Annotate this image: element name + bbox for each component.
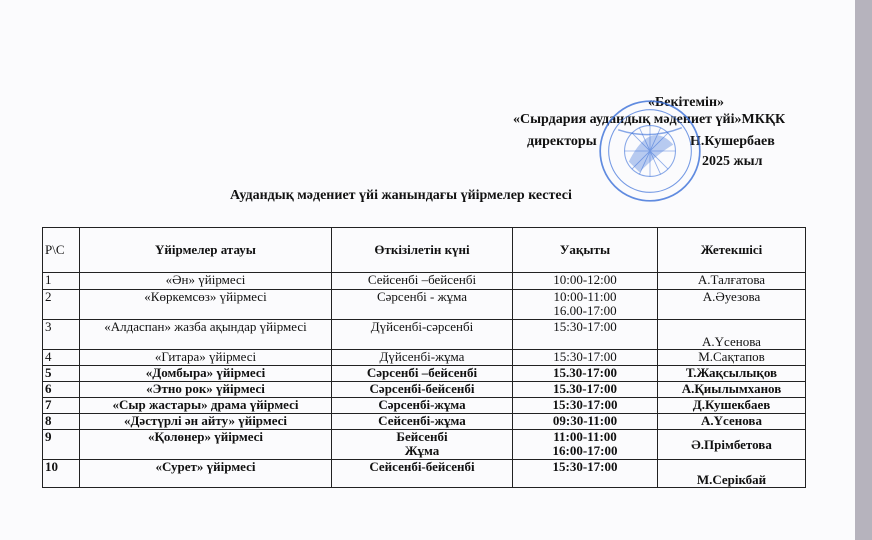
row-number: 9 (43, 430, 80, 460)
row-number: 10 (43, 460, 80, 488)
club-leader: Т.Жақсылықов (658, 366, 806, 382)
club-time: 15:30-17:00 (513, 398, 658, 414)
row-number: 7 (43, 398, 80, 414)
club-leader: А.Әуезова (658, 290, 806, 320)
club-name: «Сурет» үйірмесі (80, 460, 332, 488)
club-time (513, 430, 658, 460)
club-day: Сейсенбі-бейсенбі (332, 460, 513, 488)
club-day: Сәрсенбі-жұма (332, 398, 513, 414)
row-number: 3 (43, 320, 80, 350)
club-name: «Домбыра» үйірмесі (80, 366, 332, 382)
club-day (332, 430, 513, 460)
header-day: Өткізілетін күні (332, 228, 513, 273)
header-number: Р\С (43, 228, 80, 273)
club-time: 15:30-17:00 (513, 350, 658, 366)
club-time: 10:00-12:00 (513, 273, 658, 290)
club-time-line: 11:00-11:00 (553, 429, 617, 444)
approval-organization: «Сырдария аудандық мәдениет үйі»МКҚК (513, 112, 786, 127)
club-name: «Ән» үйірмесі (80, 273, 332, 290)
club-day: Сейсенбі –бейсенбі (332, 273, 513, 290)
club-day-line: Жұма (404, 443, 440, 458)
club-day: Дүйсенбі-жұма (332, 350, 513, 366)
club-time: 15.30-17:00 (513, 366, 658, 382)
club-day: Сәрсенбі - жұма (332, 290, 513, 320)
row-number: 1 (43, 273, 80, 290)
club-name: «Көркемсөз» үйірмесі (80, 290, 332, 320)
club-time: 09:30-11:00 (513, 414, 658, 430)
club-leader: А.Қиылымханов (658, 382, 806, 398)
row-number: 2 (43, 290, 80, 320)
table-row (43, 382, 806, 398)
header-leader: Жетекшісі (658, 228, 806, 273)
table-row (43, 366, 806, 382)
table-row (43, 320, 806, 350)
header-time: Уақыты (513, 228, 658, 273)
table-row (43, 273, 806, 290)
table-row (43, 398, 806, 414)
row-number: 4 (43, 350, 80, 366)
approval-position: директоры (527, 134, 597, 149)
approval-year: 2025 жыл (702, 154, 763, 169)
schedule-table (42, 227, 806, 488)
table-row (43, 430, 806, 460)
club-leader: М.Сақтапов (658, 350, 806, 366)
club-leader: Д.Кушекбаев (658, 398, 806, 414)
club-name: «Сыр жастары» драма үйірмесі (80, 398, 332, 414)
row-number: 5 (43, 366, 80, 382)
club-name: «Алдаспан» жазба ақындар үйірмесі (80, 320, 332, 350)
table-row (43, 460, 806, 488)
table-row (43, 350, 806, 366)
club-time: 15.30-17:00 (513, 382, 658, 398)
table-row (43, 290, 806, 320)
club-time: 15:30-17:00 (513, 460, 658, 488)
club-name: «Қолөнер» үйірмесі (80, 430, 332, 460)
club-day: Сәрсенбі –бейсенбі (332, 366, 513, 382)
table-row (43, 414, 806, 430)
club-name: «Дәстүрлі ән айту» үйірмесі (80, 414, 332, 430)
club-name: «Этно рок» үйірмесі (80, 382, 332, 398)
approval-heading: «Бекітемін» (648, 95, 725, 110)
row-number: 6 (43, 382, 80, 398)
club-day: Сейсенбі-жұма (332, 414, 513, 430)
page-edge-shadow (855, 0, 872, 540)
club-day: Сәрсенбі-бейсенбі (332, 382, 513, 398)
club-time-line: 10:00-11:00 (553, 289, 617, 304)
page-title: Аудандық мәдениет үйі жанындағы үйірмелер кестесі (230, 188, 572, 203)
club-time: 15:30-17:00 (513, 320, 658, 350)
club-leader: Ә.Прімбетова (658, 430, 806, 460)
club-leader: М.Серікбай (658, 460, 806, 488)
club-time (513, 290, 658, 320)
club-time-line: 16.00-17:00 (553, 303, 617, 318)
table-header-row (43, 228, 806, 273)
header-club-name: Үйірмелер атауы (80, 228, 332, 273)
club-leader: А.Талғатова (658, 273, 806, 290)
approval-signatory: Н.Кушербаев (690, 134, 775, 149)
club-time-line: 16:00-17:00 (552, 443, 618, 458)
club-leader: А.Үсенова (658, 320, 806, 350)
official-seal-icon (597, 98, 703, 204)
club-name: «Гитара» үйірмесі (80, 350, 332, 366)
row-number: 8 (43, 414, 80, 430)
club-leader: А.Үсенова (658, 414, 806, 430)
club-day: Дүйсенбі-сәрсенбі (332, 320, 513, 350)
club-day-line: Бейсенбі (396, 429, 448, 444)
